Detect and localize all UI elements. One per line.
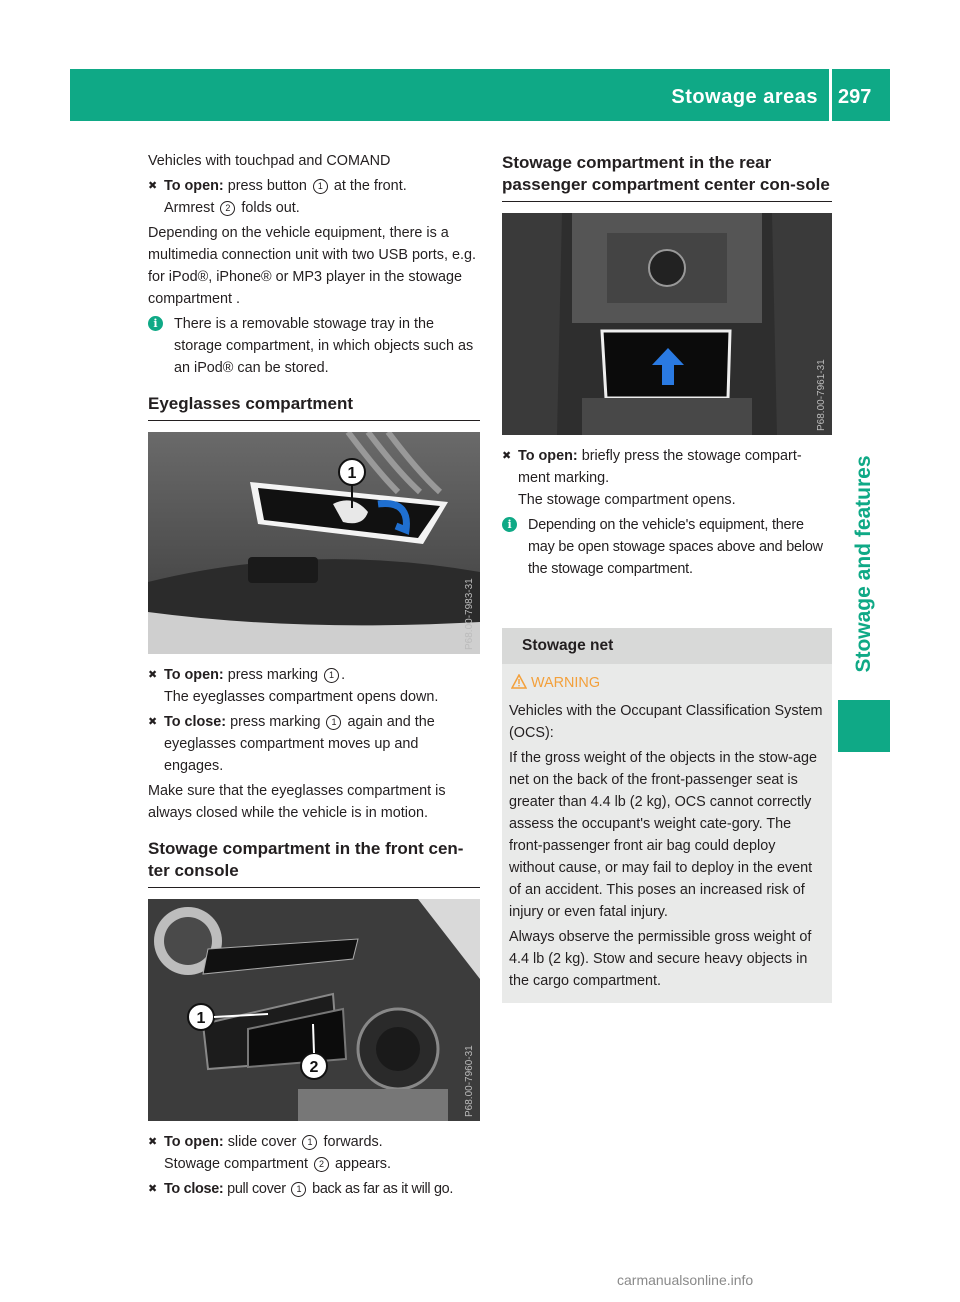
- warning-weight-text: If the gross weight of the objects in the stow-age net on the back of the front-passenger seat is greater than 4.4 lb (2 kg), OCS cannot correctly assess the occupant's weight cate-gory. The front-passenger front air bag could deploy without cause, or may fail to deploy in the event of an accident. This poses an increased risk of injury or even fatal injury.: [509, 750, 817, 920]
- arrow-icon: ✖: [148, 1183, 157, 1195]
- header-divider: [829, 69, 832, 121]
- closed-while-moving-paragraph: Make sure that the eyeglasses compartment is always closed while the vehicle is in motion.: [148, 783, 446, 821]
- figure-marker-2: 2: [309, 1059, 319, 1076]
- marker-1-icon: 1: [326, 715, 341, 730]
- figure-code: P68.00-7961-31: [816, 359, 827, 431]
- info-note: i Depending on the vehicle's equipment, there may be open stowage spaces above and below the stowage compartment.: [502, 514, 832, 580]
- info-note: i There is a removable stowage tray in the storage compartment, in which objects such as an iPod® can be stored.: [148, 313, 480, 379]
- marker-2-icon: 2: [220, 201, 235, 216]
- usb-paragraph: Depending on the vehicle equipment, there is a multimedia connection unit with two USB ports, e.g. for iPod®, iPhone® or MP3 player in the stowage compartment .: [148, 225, 476, 307]
- figure-marker-1: 1: [347, 465, 357, 482]
- rear-console-figure: [502, 213, 832, 435]
- arrow-icon: ✖: [502, 450, 512, 462]
- warning-label: WARNING: [509, 672, 824, 694]
- arrow-icon: ✖: [148, 669, 158, 681]
- heading-eyeglasses: Eyeglasses compartment: [148, 394, 354, 413]
- header-section-title: Stowage areas: [671, 86, 818, 108]
- intro-text: Vehicles with touchpad and COMAND: [148, 153, 391, 169]
- front-console-figure: [148, 899, 480, 1121]
- front-console-close-step: ✖ To close: pull cover 1 back as far as it will go.: [148, 1178, 480, 1200]
- marker-1-icon: 1: [324, 668, 339, 683]
- heading-rule: [502, 201, 832, 202]
- arrow-icon: ✖: [148, 180, 158, 192]
- warning-observe-text: Always observe the permissible gross weight of 4.4 lb (2 kg). Stow and secure heavy objects in the cargo compartment.: [509, 929, 812, 989]
- heading-rule: [148, 887, 480, 888]
- side-tab: [838, 424, 890, 704]
- eyeglasses-close-step: ✖ To close: press marking 1 again and the eyeglasses compartment moves up and engages.: [148, 711, 480, 777]
- arrow-icon: ✖: [148, 1136, 158, 1148]
- marker-2-icon: 2: [314, 1157, 329, 1172]
- figure-code: P68.00-7983-31: [464, 578, 475, 650]
- arrow-icon: ✖: [148, 716, 158, 728]
- warning-ocs-text: Vehicles with the Occupant Classification System (OCS):: [509, 703, 823, 741]
- eyeglasses-open-step: ✖ To open: press marking 1 . The eyeglasses compartment opens down.: [148, 664, 480, 708]
- front-console-open-step: ✖ To open: slide cover 1 forwards. Stowage compartment 2 appears.: [148, 1131, 480, 1175]
- heading-rear-console: Stowage compartment in the rear passenger compartment center con-sole: [502, 153, 830, 194]
- right-column: [502, 152, 832, 586]
- side-tab-square: [838, 700, 890, 752]
- stowage-net-title: Stowage net: [502, 628, 832, 664]
- heading-front-console: Stowage compartment in the front cen-ter console: [148, 839, 464, 880]
- marker-1-icon: 1: [291, 1182, 306, 1197]
- marker-1-icon: 1: [313, 179, 328, 194]
- marker-1-icon: 1: [302, 1135, 317, 1150]
- info-icon: i: [148, 316, 163, 331]
- left-column: [148, 150, 480, 1203]
- figure-code: P68.00-7960-31: [464, 1045, 475, 1117]
- warning-icon: [511, 674, 527, 689]
- watermark: carmanualsonline.info: [617, 1272, 754, 1288]
- heading-rule: [148, 420, 480, 421]
- figure-marker-1: 1: [196, 1010, 206, 1027]
- page-number: 297: [838, 86, 872, 108]
- side-tab-label: Stowage and features: [852, 455, 875, 673]
- info-icon: i: [502, 517, 517, 532]
- rear-console-open-step: ✖ To open: briefly press the stowage compart-ment marking. The stowage compartment opens.: [502, 445, 832, 511]
- eyeglasses-figure: [148, 432, 480, 654]
- stowage-net-box: [502, 628, 832, 1003]
- open-armrest-step: ✖ To open: press button 1 at the front. Armrest 2 folds out.: [148, 175, 480, 219]
